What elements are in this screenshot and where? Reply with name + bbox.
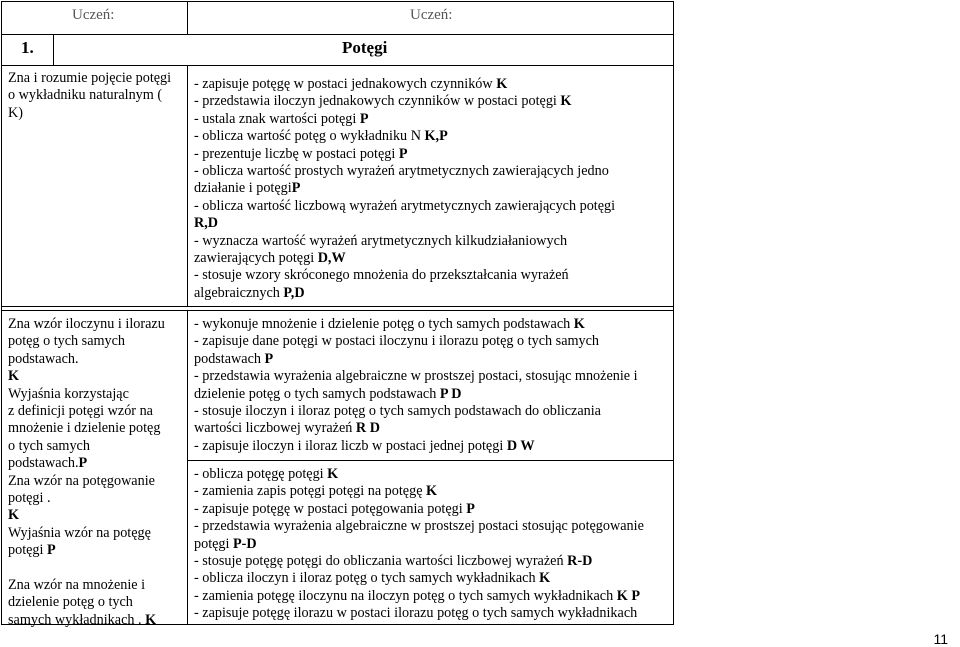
header-row-divider	[1, 34, 674, 35]
line-text: podstawach	[194, 350, 265, 367]
text-line	[194, 368, 638, 385]
row1-left-cell	[8, 70, 171, 122]
text-line	[194, 333, 638, 350]
column-divider-number	[53, 34, 54, 65]
text-line	[8, 351, 165, 368]
grade-label: K	[573, 316, 585, 332]
text-line	[194, 285, 615, 302]
line-text: - zapisuje potęgę w postaci potęgowania potęgi	[194, 500, 467, 517]
text-line	[8, 420, 165, 437]
line-text: dzielenie potęg o tych	[8, 594, 133, 611]
row2-top-border	[1, 310, 674, 311]
text-line	[194, 180, 615, 197]
line-text: - zapisuje potęgę ilorazu w postaci ilorazu potęg o tych samych wykładnikach	[194, 605, 638, 622]
text-line	[194, 163, 615, 180]
row2-right-cell-b	[194, 466, 644, 623]
text-line	[8, 594, 165, 611]
text-line	[194, 483, 644, 500]
text-line	[8, 368, 165, 385]
line-text: - stosuje iloczyn i iloraz potęg o tych samych podstawach do obliczania	[194, 402, 601, 419]
text-line	[8, 386, 165, 403]
line-text: potęgi .	[8, 489, 51, 506]
line-text: Zna wzór na mnożenie i	[8, 576, 146, 593]
grade-label: K P	[616, 587, 640, 604]
text-line	[194, 93, 615, 110]
grade-label: P,D	[283, 284, 305, 301]
page-number: 11	[933, 631, 948, 647]
text-line	[8, 316, 165, 333]
text-line	[194, 250, 615, 267]
line-text: - oblicza iloczyn i iloraz potęg o tych samych wykładnikach	[194, 570, 540, 587]
text-line	[8, 87, 171, 104]
text-line	[8, 105, 171, 122]
line-text: - prezentuje liczbę w postaci potęgi	[194, 145, 399, 162]
grade-label: K	[145, 611, 157, 628]
text-line	[8, 507, 165, 524]
inner-divider	[187, 460, 674, 461]
text-line	[8, 455, 165, 472]
grade-label: P	[398, 145, 408, 162]
text-line	[194, 501, 644, 518]
line-text: - oblicza wartość potęg o wykładniku N	[194, 128, 425, 145]
text-line	[194, 570, 644, 587]
grade-label: R,D	[194, 215, 219, 232]
text-line	[194, 146, 615, 163]
line-text: dzielenie potęg o tych samych podstawach	[194, 385, 440, 402]
text-line	[194, 605, 644, 622]
row1-bottom-border	[1, 306, 674, 307]
text-line	[194, 316, 638, 333]
line-text: Zna wzór iloczynu i ilorazu	[8, 316, 165, 332]
text-line	[8, 473, 165, 490]
line-text: - zamienia potęgę iloczynu na iloczyn potęg o tych samych wykładnikach	[194, 587, 617, 604]
line-text: - wykonuje mnożenie i dzielenie potęg o tych samych podstawach	[194, 316, 574, 332]
line-text: - oblicza potęgę potęgi	[194, 466, 328, 482]
grade-label: K	[539, 570, 551, 587]
text-line	[194, 233, 615, 250]
line-text: zawierających potęgi	[194, 249, 318, 266]
row2-right-cell-a	[194, 316, 638, 455]
text-line	[194, 351, 638, 368]
grade-label: D W	[506, 437, 535, 454]
line-text: - oblicza wartość liczbową wyrażeń arytmetycznych zawierających potęgi	[194, 197, 616, 214]
line-text: samych wykładnikach .	[8, 611, 146, 628]
grade-label: K	[496, 76, 508, 92]
line-text: - zapisuje dane potęgi w postaci iloczynu i ilorazu potęg o tych samych	[194, 333, 600, 350]
line-text: K)	[8, 104, 23, 121]
line-text: mnożenie i dzielenie potęg	[8, 420, 161, 437]
grade-label: P	[47, 542, 56, 559]
line-text: - przedstawia wyrażenia algebraiczne w prostszej postaci, stosując mnożenie i	[194, 368, 638, 385]
column-divider-header	[187, 1, 188, 34]
grade-label: K	[8, 507, 20, 524]
line-text: o tych samych	[8, 437, 90, 454]
line-text: potęg o tych samych	[8, 333, 126, 350]
line-text: - stosuje potęgę potęgi do obliczania wartości liczbowej wyrażeń	[194, 552, 568, 569]
text-line	[8, 403, 165, 420]
line-text: - przedstawia iloczyn jednakowych czynników w postaci potęgi	[194, 93, 561, 110]
table-border-top	[1, 1, 674, 2]
line-text: potęgi	[194, 535, 234, 552]
grade-label: P-D	[233, 535, 257, 552]
text-line	[8, 490, 165, 507]
text-line	[194, 215, 615, 232]
line-text: - przedstawia wyrażenia algebraiczne w prostszej postaci stosując potęgowanie	[194, 518, 644, 535]
row2-left-cell	[8, 316, 165, 629]
section-row-divider	[1, 65, 674, 66]
text-line	[194, 466, 644, 483]
grade-label: P	[264, 350, 274, 367]
section-title: Potęgi	[342, 38, 388, 57]
line-text: Zna i rozumie pojęcie potęgi	[8, 70, 172, 86]
text-line	[194, 267, 615, 284]
line-text: - zapisuje iloczyn i iloraz liczb w postaci jednej potęgi	[194, 437, 507, 454]
table-border-right	[673, 1, 674, 624]
header-left-label: Uczeń:	[72, 7, 115, 23]
section-number: 1.	[21, 38, 34, 57]
column-divider-row1	[187, 65, 188, 306]
text-line	[194, 198, 615, 215]
text-line	[194, 438, 638, 455]
line-text: - stosuje wzory skróconego mnożenia do przekształcania wyrażeń	[194, 267, 569, 284]
text-line	[194, 420, 638, 437]
text-line	[8, 577, 165, 594]
text-line	[8, 525, 165, 542]
text-line	[8, 333, 165, 350]
line-text: podstawach.	[8, 455, 79, 472]
line-text: Wyjaśnia korzystając	[8, 385, 129, 402]
line-text: - oblicza wartość prostych wyrażeń arytmetycznych zawierających jedno	[194, 162, 609, 179]
line-text: wartości liczbowej wyrażeń	[194, 420, 356, 437]
line-text: - wyznacza wartość wyrażeń arytmetycznych kilkudziałaniowych	[194, 232, 568, 249]
line-text: algebraicznych	[194, 284, 284, 301]
grade-label: K	[327, 466, 339, 482]
grade-label: K,P	[424, 128, 448, 145]
grade-label: K	[560, 93, 572, 110]
row1-right-cell	[194, 76, 615, 302]
line-text: podstawach.	[8, 350, 79, 367]
grade-label: K	[8, 368, 20, 385]
line-text: Zna wzór na potęgowanie	[8, 472, 155, 489]
line-text: - zapisuje potęgę w postaci jednakowych czynników	[194, 76, 497, 92]
line-text: potęgi	[8, 542, 48, 559]
grade-label: R-D	[567, 552, 593, 569]
text-line	[194, 518, 644, 535]
text-line	[8, 542, 165, 559]
header-right-label: Uczeń:	[410, 7, 453, 23]
grade-label: P	[359, 110, 369, 127]
text-line	[194, 588, 644, 605]
text-line	[8, 612, 165, 629]
line-text: - ustala znak wartości potęgi	[194, 110, 360, 127]
text-line	[194, 76, 615, 93]
text-line	[194, 111, 615, 128]
text-line	[8, 438, 165, 455]
text-line	[194, 536, 644, 553]
line-text: - zamienia zapis potęgi potęgi na potęgę	[194, 483, 427, 500]
text-line	[194, 128, 615, 145]
grade-label: P	[291, 180, 301, 197]
line-text: z definicji potęgi wzór na	[8, 402, 153, 419]
line-text: Wyjaśnia wzór na potęgę	[8, 524, 151, 541]
text-line	[194, 386, 638, 403]
table-border-left	[1, 1, 2, 624]
grade-label: P D	[439, 385, 462, 402]
text-line	[8, 70, 171, 87]
text-line	[194, 553, 644, 570]
line-text: działanie i potęgi	[194, 180, 292, 197]
grade-label: R D	[355, 420, 380, 437]
grade-label: P	[78, 455, 88, 472]
text-line	[8, 559, 165, 576]
line-text: o wykładniku naturalnym (	[8, 87, 163, 104]
grade-label: D,W	[317, 249, 346, 266]
text-line	[194, 403, 638, 420]
grade-label: P	[466, 500, 475, 517]
column-divider-row2	[187, 310, 188, 624]
grade-label: K	[426, 483, 438, 500]
